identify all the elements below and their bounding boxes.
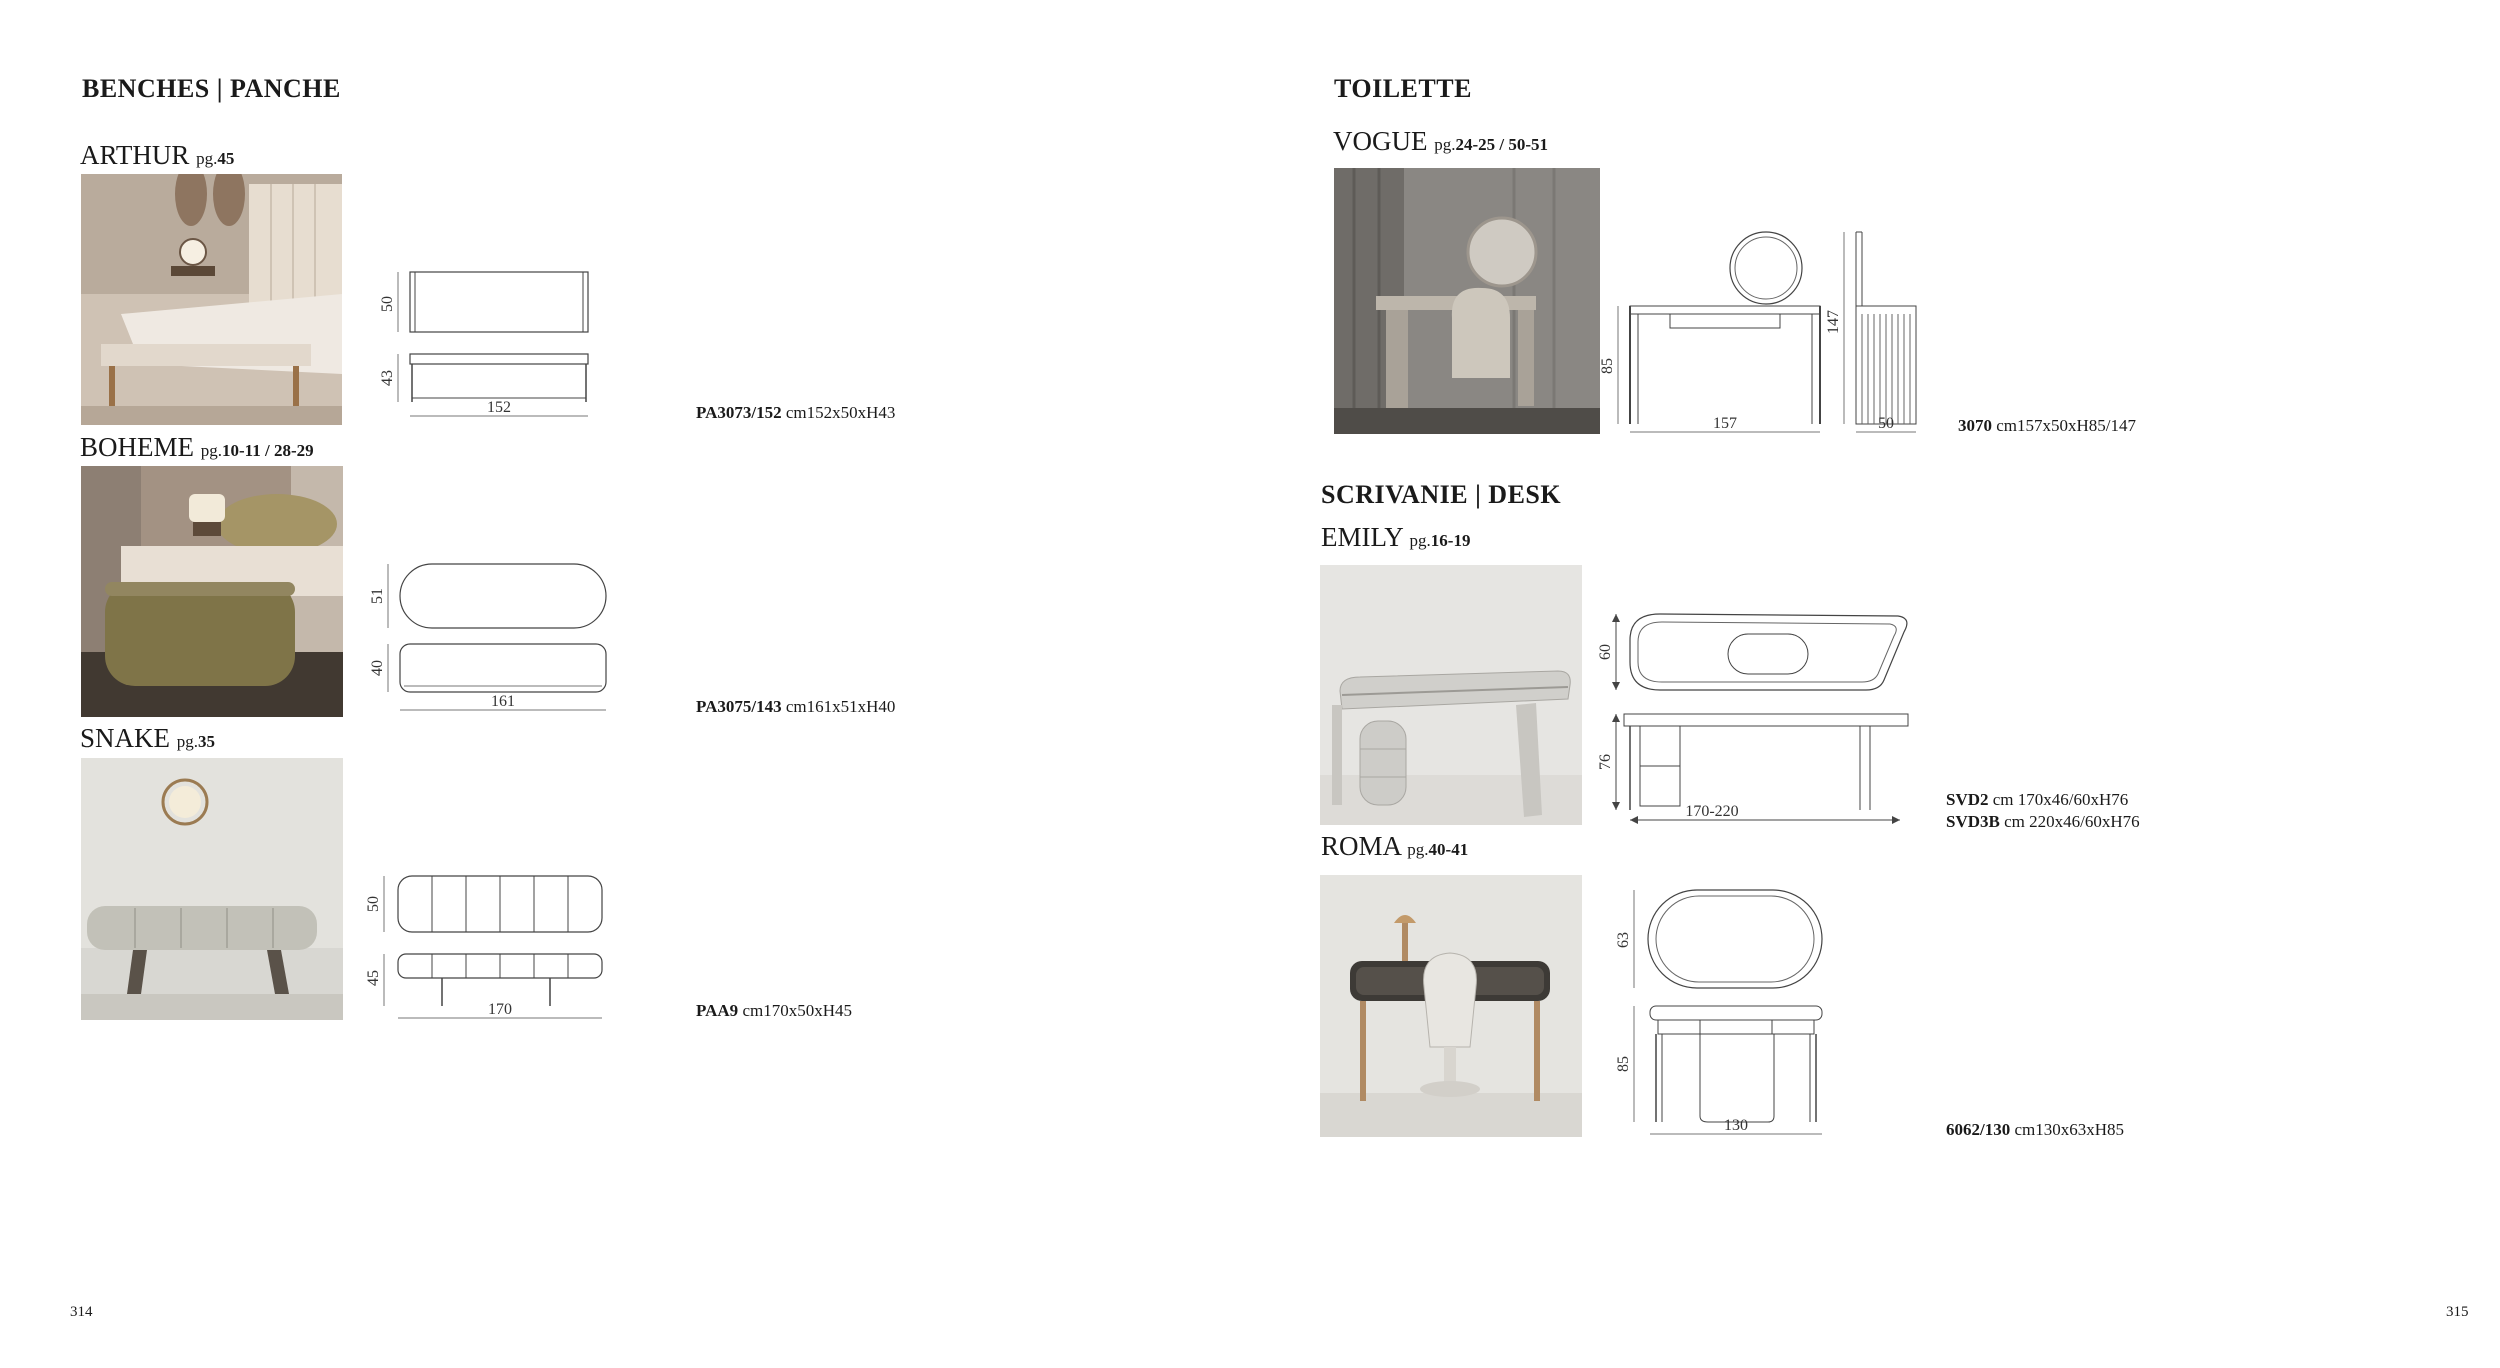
dimensions: cm152x50xH43 xyxy=(785,403,896,422)
product-title-roma xyxy=(1321,831,1468,862)
dim-depth-emily: 60 xyxy=(1597,644,1614,660)
code: PA3073/152 xyxy=(696,403,782,422)
product-code-snake xyxy=(696,1001,852,1021)
page-ref-prefix: pg. xyxy=(200,441,222,460)
product-code-emily-svd3b xyxy=(1946,812,2140,832)
dim-height-emily: 76 xyxy=(1597,754,1614,770)
dim-depth-snake: 50 xyxy=(365,896,382,912)
code: PAA9 xyxy=(696,1001,739,1020)
page-ref-prefix: pg. xyxy=(1409,531,1431,550)
page-number-left: 314 xyxy=(70,1304,93,1320)
dimensions: cm157x50xH85/147 xyxy=(1996,416,2137,435)
page-ref-prefix: pg. xyxy=(1434,135,1456,154)
page-ref-prefix: pg. xyxy=(176,732,199,751)
section-title-desk: SCRIVANIE | DESK xyxy=(1321,480,1562,509)
technical-drawing-emily xyxy=(1597,610,1920,830)
dimensions: cm 170x46/60xH76 xyxy=(1992,790,2129,809)
technical-drawing-boheme xyxy=(370,560,610,720)
product-photo-snake xyxy=(81,758,343,1020)
page-ref-numbers: 40-41 xyxy=(1428,840,1469,859)
dim-depth-vogue: 50 xyxy=(1878,415,1894,432)
page-ref-numbers: 24-25 / 50-51 xyxy=(1455,135,1549,154)
product-photo-boheme xyxy=(81,466,343,717)
page-ref-numbers: 35 xyxy=(198,732,216,751)
page-ref-prefix: pg. xyxy=(196,149,218,168)
product-title-arthur xyxy=(80,140,234,171)
page-ref-numbers: 16-19 xyxy=(1430,531,1471,550)
dim-height-roma: 85 xyxy=(1615,1056,1632,1072)
dim-width-boheme: 161 xyxy=(491,693,515,710)
product-title-boheme xyxy=(80,432,314,463)
technical-drawing-arthur xyxy=(370,262,600,422)
dim-width-emily: 170-220 xyxy=(1685,803,1739,820)
dim-depth-boheme: 51 xyxy=(369,588,386,604)
product-code-boheme xyxy=(696,697,895,717)
dim-depth-arthur: 50 xyxy=(379,296,396,312)
product-code-arthur xyxy=(696,403,895,423)
dim-height-boheme: 40 xyxy=(369,660,386,676)
product-name: SNAKE xyxy=(80,723,171,753)
product-title-vogue xyxy=(1333,126,1548,157)
dim-width-roma: 130 xyxy=(1724,1117,1748,1134)
product-name: ARTHUR xyxy=(80,140,190,170)
product-photo-roma xyxy=(1320,875,1582,1137)
product-code-roma xyxy=(1946,1120,2124,1140)
technical-drawing-roma xyxy=(1600,882,1840,1142)
section-title-benches: BENCHES | PANCHE xyxy=(82,74,341,103)
dimensions: cm170x50xH45 xyxy=(742,1001,852,1020)
product-code-emily-svd2 xyxy=(1946,790,2128,810)
product-code-vogue xyxy=(1958,416,2136,436)
section-title-toilette: TOILETTE xyxy=(1334,74,1472,103)
dim-width-snake: 170 xyxy=(488,1001,512,1018)
product-title-emily xyxy=(1321,522,1470,553)
page-ref-numbers: 45 xyxy=(217,149,235,168)
dim-height-snake: 45 xyxy=(365,970,382,986)
product-name: BOHEME xyxy=(80,432,194,462)
product-name: ROMA xyxy=(1321,831,1401,861)
code: 6062/130 xyxy=(1946,1120,2011,1139)
page-ref-numbers: 10-11 / 28-29 xyxy=(222,441,314,460)
dim-width-arthur: 152 xyxy=(487,399,511,416)
product-name: EMILY xyxy=(1321,522,1403,552)
page-ref-prefix: pg. xyxy=(1407,840,1429,859)
dim-width-vogue: 157 xyxy=(1713,415,1737,432)
technical-drawing-vogue xyxy=(1600,228,1940,438)
code: SVD2 xyxy=(1946,790,1989,809)
dimensions: cm 220x46/60xH76 xyxy=(2004,812,2140,831)
code: PA3075/143 xyxy=(696,697,782,716)
dim-height-vogue: 85 xyxy=(1599,358,1616,374)
dim-total-height-vogue: 147 xyxy=(1825,310,1842,334)
product-photo-emily xyxy=(1320,565,1582,825)
product-photo-vogue xyxy=(1334,168,1600,434)
dim-depth-roma: 63 xyxy=(1615,932,1632,948)
product-name: VOGUE xyxy=(1333,126,1428,156)
page-number-right: 315 xyxy=(2446,1304,2469,1320)
dimensions: cm130x63xH85 xyxy=(2014,1120,2125,1139)
product-photo-arthur xyxy=(81,174,342,425)
dimensions: cm161x51xH40 xyxy=(785,697,896,716)
code: SVD3B xyxy=(1946,812,2000,831)
code: 3070 xyxy=(1958,416,1992,435)
product-title-snake xyxy=(80,723,215,754)
dim-height-arthur: 43 xyxy=(379,370,396,386)
technical-drawing-snake xyxy=(365,866,610,1026)
